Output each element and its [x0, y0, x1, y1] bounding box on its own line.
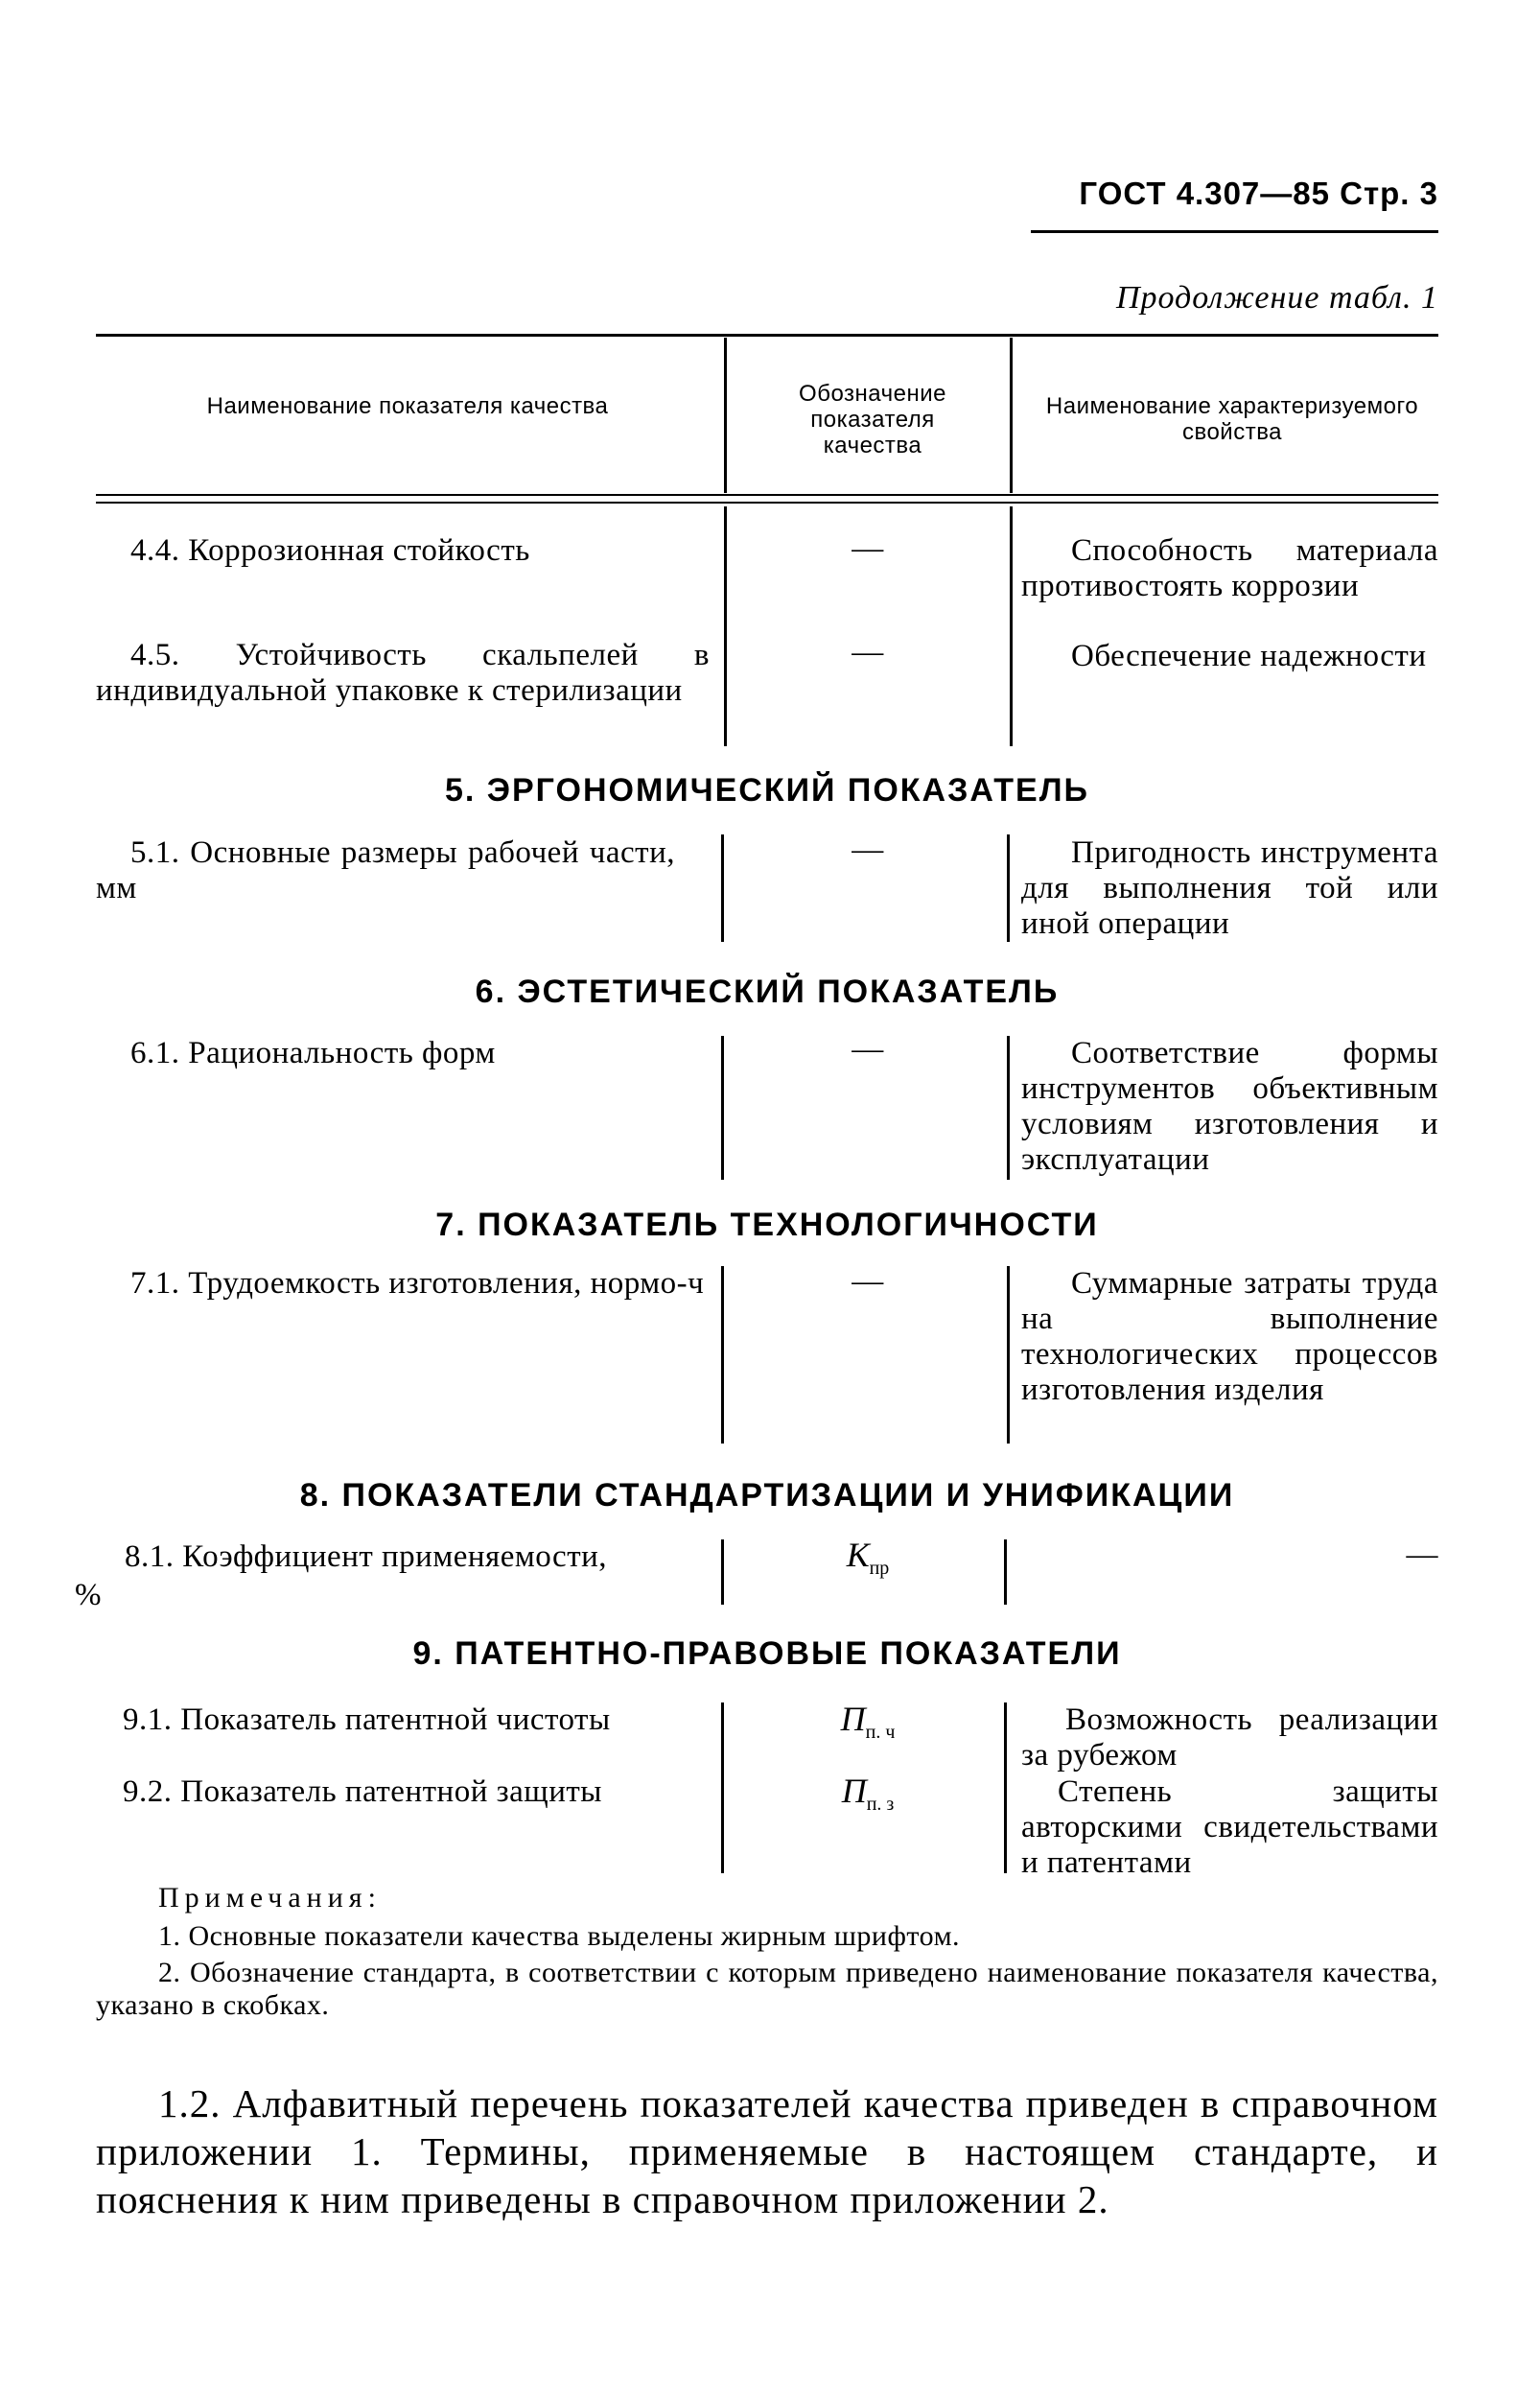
- section-title-7: 7. ПОКАЗАТЕЛЬ ТЕХНОЛОГИЧНОСТИ: [435, 1207, 1099, 1243]
- row-divider-8-a: [721, 1539, 724, 1605]
- row-divider-7-a: [721, 1266, 724, 1444]
- row-8-1-symbol-main: К: [846, 1536, 870, 1574]
- column-header-property: Наименование характеризуемого свойства: [1045, 393, 1419, 445]
- section-title-6: 6. ЭСТЕТИЧЕСКИЙ ПОКАЗАТЕЛЬ: [475, 974, 1060, 1010]
- table-top-rule: [96, 334, 1438, 337]
- section-title-9: 9. ПАТЕНТНО-ПРАВОВЫЕ ПОКАЗАТЕЛИ: [412, 1635, 1122, 1672]
- row-4-4-name: 4.4. Коррозионная стойкость: [130, 533, 530, 568]
- row-7-1-name: 7.1. Трудоемкость изготовления, нормо-ч: [130, 1266, 705, 1301]
- column-header-symbol: Обозначение показателя качества: [799, 381, 946, 458]
- row-8-1-property: —: [1406, 1538, 1438, 1572]
- row-4-5-symbol: —: [852, 635, 884, 669]
- row-9-2-symbol-main: П: [841, 1772, 867, 1810]
- row-4-5-property: Обеспечение надежности: [1071, 639, 1427, 673]
- row-8-1-name: 8.1. Коэффициент применяемости,: [125, 1539, 608, 1574]
- row-5-1-name: 5.1. Основные размеры рабочей части, мм: [96, 835, 675, 905]
- row-divider-5-a: [721, 834, 724, 942]
- notes-title: Примечания:: [158, 1882, 382, 1914]
- row-divider-7-b: [1007, 1266, 1010, 1444]
- row-5-1-property: Пригодность инструмента для выполнения той или иной операции: [1021, 835, 1438, 941]
- row-6-1-property: Соответствие формы инструментов объективным условиям изготовления и эксплуатации: [1021, 1036, 1438, 1177]
- row-4-5-name: 4.5. Устойчивость скальпелей в индивидуальной упаковке к стерилизации: [96, 638, 710, 708]
- row-9-1-symbol-main: П: [840, 1700, 866, 1738]
- note-2: 2. Обозначение стандарта, в соответствии с которым приведено наименование показателя качества, указано в скобках.: [96, 1957, 1438, 2021]
- row-divider-6-a: [721, 1036, 724, 1180]
- row-9-1-name: 9.1. Показатель патентной чистоты: [123, 1702, 611, 1737]
- row-divider-5-b: [1007, 834, 1010, 942]
- row-4-4-property: Способность материала противостоять коррозии: [1021, 533, 1438, 603]
- paragraph-1-2: 1.2. Алфавитный перечень показателей качества приведен в справочном приложении 1. Термины, применяемые в настоящем стандарте, и пояснения к ним приведены в справочном приложении 2.: [96, 2081, 1438, 2221]
- table-continuation-label: Продолжение табл. 1: [1115, 280, 1438, 316]
- row-4-4-symbol: —: [852, 531, 884, 566]
- row-6-1-name: 6.1. Рациональность форм: [130, 1036, 496, 1070]
- page-header: ГОСТ 4.307—85 Стр. 3: [1079, 176, 1438, 211]
- section-title-5: 5. ЭРГОНОМИЧЕСКИЙ ПОКАЗАТЕЛЬ: [445, 772, 1089, 809]
- row-5-1-symbol: —: [852, 833, 884, 867]
- header-bottom-rule-2: [96, 502, 1438, 504]
- note-1: 1. Основные показатели качества выделены жирным шрифтом.: [158, 1920, 961, 1952]
- row-divider-6-b: [1007, 1036, 1010, 1180]
- header-rule: [1031, 230, 1438, 233]
- row-8-1-symbol: [729, 1535, 1007, 1580]
- row-9-2-property: Степень защиты авторскими свидетельствами и патентами: [1021, 1774, 1438, 1880]
- header-divider-1: [724, 338, 727, 493]
- row-9-1-symbol: [729, 1699, 1007, 1744]
- row-divider-4-a: [724, 506, 727, 746]
- row-9-1-property: Возможность реализации за рубежом: [1021, 1702, 1438, 1773]
- row-7-1-property: Суммарные затраты труда на выполнение технологических процессов изготовления изделия: [1021, 1266, 1438, 1407]
- row-8-1-symbol-sub: пр: [869, 1558, 890, 1580]
- row-divider-4-b: [1010, 506, 1013, 746]
- row-6-1-symbol: —: [852, 1032, 884, 1067]
- column-header-name: Наименование показателя качества: [206, 393, 609, 419]
- row-divider-9-a: [721, 1702, 724, 1873]
- row-9-2-symbol: [729, 1771, 1007, 1816]
- row-7-1-symbol: —: [852, 1264, 884, 1299]
- row-9-1-symbol-sub: п. ч: [865, 1722, 896, 1744]
- row-9-2-name: 9.2. Показатель патентной защиты: [123, 1774, 602, 1809]
- section-title-8: 8. ПОКАЗАТЕЛИ СТАНДАРТИЗАЦИИ И УНИФИКАЦИИ: [299, 1477, 1235, 1514]
- row-9-2-symbol-sub: п. з: [866, 1794, 895, 1816]
- header-divider-2: [1010, 338, 1013, 493]
- row-8-1-unit: %: [75, 1578, 102, 1612]
- header-bottom-rule-1: [96, 494, 1438, 496]
